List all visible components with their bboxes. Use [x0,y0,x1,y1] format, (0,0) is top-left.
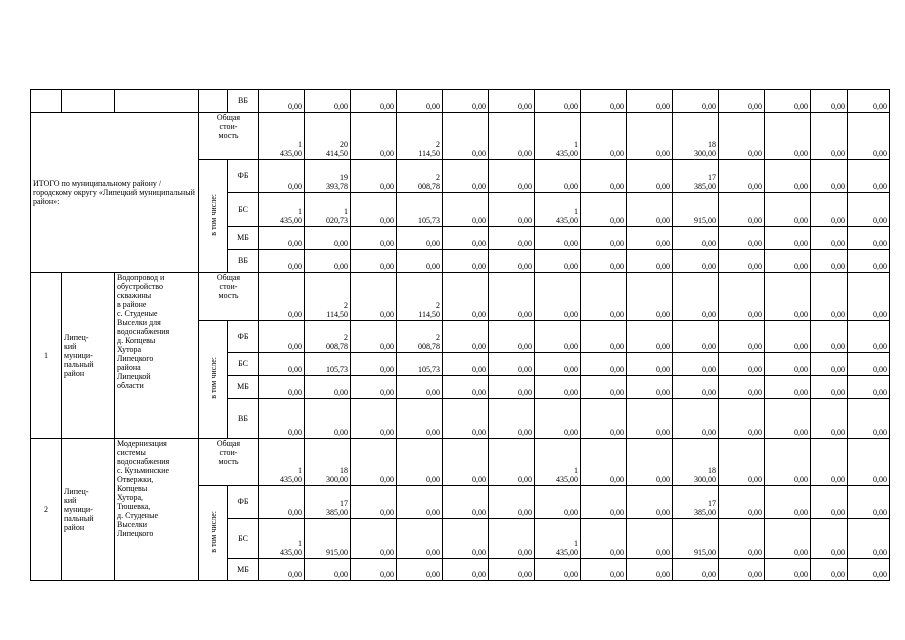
value-cell: 0,00 [673,90,719,113]
value-cell: 915,00 [305,519,351,559]
value-cell: 0,00 [719,559,765,581]
value-cell: 0,00 [443,439,489,486]
value-cell: 0,00 [765,273,811,321]
value-cell: 0,00 [259,376,305,399]
value-cell: 0,00 [535,227,581,250]
value-cell: 2 114,50 [397,273,443,321]
value-cell: 0,00 [397,90,443,113]
value-cell: 0,00 [535,273,581,321]
entry1-total-row [31,273,890,321]
in-that-number-label: в том числе: [199,321,228,439]
value-cell: 0,00 [719,273,765,321]
value-cell: 0,00 [259,160,305,193]
value-cell: 0,00 [719,250,765,273]
value-cell: 0,00 [811,227,848,250]
value-cell: 0,00 [765,399,811,439]
value-cell: 0,00 [443,193,489,227]
value-cell: 0,00 [581,353,627,376]
value-cell: 0,00 [811,160,848,193]
value-cell: 1 020,73 [305,193,351,227]
value-cell: 17 385,00 [673,486,719,519]
value-cell: 0,00 [848,519,890,559]
value-cell: 0,00 [351,227,397,250]
value-cell: 0,00 [848,90,890,113]
value-cell: 0,00 [581,559,627,581]
value-cell: 0,00 [627,439,673,486]
value-cell: 0,00 [351,353,397,376]
value-cell: 0,00 [443,559,489,581]
value-cell: 0,00 [673,353,719,376]
value-cell: 0,00 [848,160,890,193]
value-cell: 0,00 [627,250,673,273]
value-cell: 0,00 [443,321,489,353]
value-cell: 0,00 [581,193,627,227]
value-cell: 2 008,78 [305,321,351,353]
entry-number: 1 [31,273,62,439]
value-cell: 0,00 [489,193,535,227]
source-label-vb: ВБ [228,250,259,273]
source-label-bs: БС [228,193,259,227]
value-cell: 0,00 [259,399,305,439]
value-cell: 0,00 [581,519,627,559]
value-cell: 1 435,00 [259,439,305,486]
value-cell: 0,00 [811,559,848,581]
value-cell: 0,00 [765,250,811,273]
value-cell: 0,00 [719,90,765,113]
value-cell: 105,73 [397,353,443,376]
value-cell: 0,00 [719,439,765,486]
entry-district: Липец- кий муници- пальный район [62,273,115,439]
value-cell: 17 385,00 [305,486,351,519]
in-that-number-label: в том числе: [199,160,228,273]
value-cell: 0,00 [351,250,397,273]
value-cell: 0,00 [535,90,581,113]
value-cell: 0,00 [443,376,489,399]
itogo-label: ИТОГО по муниципальному району / городскому округу «Липецкий муниципальный район»: [31,113,199,273]
value-cell: 0,00 [627,399,673,439]
value-cell: 0,00 [811,486,848,519]
value-cell: 0,00 [535,399,581,439]
value-cell: 0,00 [627,353,673,376]
value-cell: 1 435,00 [535,439,581,486]
value-cell: 0,00 [489,519,535,559]
value-cell: 0,00 [489,399,535,439]
value-cell: 0,00 [305,227,351,250]
value-cell: 0,00 [351,90,397,113]
value-cell: 0,00 [397,439,443,486]
value-cell: 0,00 [351,559,397,581]
source-label-fb: ФБ [228,160,259,193]
value-cell: 0,00 [489,160,535,193]
value-cell: 0,00 [627,321,673,353]
value-cell: 0,00 [489,90,535,113]
value-cell: 0,00 [765,353,811,376]
entry-object-name: Водопровод и обустройство скважины в районе с. Студеные Выселки для водоснабжения д. Копцевы Хутора Липецкого района Липецкой области [115,273,199,439]
value-cell: 0,00 [443,353,489,376]
value-cell: 105,73 [305,353,351,376]
value-cell: 0,00 [351,113,397,160]
value-cell: 0,00 [719,193,765,227]
value-cell: 0,00 [443,113,489,160]
value-cell: 0,00 [848,353,890,376]
continued-object-cell [115,90,199,113]
value-cell: 0,00 [627,486,673,519]
value-cell: 0,00 [535,486,581,519]
value-cell: 0,00 [848,227,890,250]
value-cell: 0,00 [443,160,489,193]
value-cell: 0,00 [765,160,811,193]
value-cell: 18 300,00 [305,439,351,486]
value-cell: 0,00 [719,486,765,519]
value-cell: 0,00 [351,399,397,439]
value-cell: 0,00 [627,519,673,559]
value-cell: 0,00 [765,439,811,486]
source-label-mb: МБ [228,227,259,250]
value-cell: 0,00 [811,439,848,486]
value-cell: 0,00 [811,193,848,227]
value-cell: 0,00 [581,399,627,439]
value-cell: 0,00 [719,321,765,353]
value-cell: 0,00 [581,273,627,321]
value-cell: 0,00 [627,559,673,581]
value-cell: 0,00 [848,486,890,519]
value-cell: 0,00 [811,250,848,273]
value-cell: 2 008,78 [397,160,443,193]
source-label-bs: БС [228,519,259,559]
value-cell: 0,00 [443,250,489,273]
value-cell: 0,00 [719,376,765,399]
value-cell: 0,00 [489,559,535,581]
value-cell: 1 435,00 [535,519,581,559]
value-cell: 0,00 [581,321,627,353]
value-cell: 0,00 [765,559,811,581]
value-cell: 0,00 [351,193,397,227]
value-cell: 0,00 [848,250,890,273]
value-cell: 0,00 [719,160,765,193]
value-cell: 0,00 [397,376,443,399]
value-cell: 0,00 [535,376,581,399]
continued-share-cell [199,90,228,113]
value-cell: 0,00 [489,353,535,376]
value-cell: 0,00 [719,399,765,439]
value-cell: 0,00 [627,90,673,113]
value-cell: 0,00 [581,90,627,113]
value-cell: 0,00 [259,353,305,376]
total-cost-label: Общая стои- мость [199,113,259,160]
value-cell: 0,00 [581,227,627,250]
value-cell: 0,00 [673,273,719,321]
value-cell: 0,00 [811,353,848,376]
value-cell: 0,00 [719,227,765,250]
value-cell: 915,00 [673,519,719,559]
value-cell: 0,00 [489,439,535,486]
value-cell: 0,00 [719,519,765,559]
value-cell: 0,00 [397,486,443,519]
value-cell: 0,00 [305,250,351,273]
value-cell: 0,00 [259,90,305,113]
value-cell: 0,00 [627,227,673,250]
value-cell: 0,00 [581,113,627,160]
value-cell: 0,00 [848,376,890,399]
total-cost-label: Общая стои- мость [199,273,259,321]
value-cell: 2 114,50 [397,113,443,160]
value-cell: 0,00 [259,486,305,519]
value-cell: 17 385,00 [673,160,719,193]
value-cell: 0,00 [351,160,397,193]
value-cell: 0,00 [673,321,719,353]
value-cell: 0,00 [443,273,489,321]
value-cell: 0,00 [811,273,848,321]
value-cell: 915,00 [673,193,719,227]
value-cell: 0,00 [581,376,627,399]
source-label-vb: ВБ [228,399,259,439]
value-cell: 0,00 [443,227,489,250]
value-cell: 18 300,00 [673,439,719,486]
value-cell: 0,00 [351,486,397,519]
budget-table [30,89,890,581]
value-cell: 0,00 [535,160,581,193]
value-cell: 0,00 [811,90,848,113]
value-cell: 18 300,00 [673,113,719,160]
value-cell: 0,00 [765,90,811,113]
value-cell: 0,00 [259,321,305,353]
value-cell: 0,00 [397,227,443,250]
value-cell: 0,00 [489,486,535,519]
value-cell: 0,00 [397,559,443,581]
value-cell: 0,00 [765,227,811,250]
value-cell: 0,00 [848,193,890,227]
entry-object-name: Модернизация системы водоснабжения с. Кузьминские Отвержки, Копцевы Хутора, Тюшевка, д. Студеные Выселки Липецкого [115,439,199,581]
entry-district: Липец- кий муници- пальный район [62,439,115,581]
value-cell: 0,00 [305,376,351,399]
value-cell: 0,00 [848,273,890,321]
value-cell: 0,00 [259,559,305,581]
value-cell: 0,00 [397,519,443,559]
value-cell: 0,00 [351,519,397,559]
value-cell: 0,00 [811,113,848,160]
value-cell: 0,00 [489,113,535,160]
continued-district-cell [62,90,115,113]
value-cell: 0,00 [443,486,489,519]
value-cell: 0,00 [443,399,489,439]
value-cell: 0,00 [765,113,811,160]
value-cell: 0,00 [397,399,443,439]
value-cell: 0,00 [811,399,848,439]
value-cell: 0,00 [351,321,397,353]
value-cell: 0,00 [848,399,890,439]
value-cell: 0,00 [719,353,765,376]
value-cell: 0,00 [259,227,305,250]
value-cell: 1 435,00 [535,113,581,160]
value-cell: 20 414,50 [305,113,351,160]
source-label-vb: ВБ [228,90,259,113]
itogo-total-row [31,113,890,160]
value-cell: 0,00 [765,486,811,519]
value-cell: 0,00 [489,250,535,273]
total-cost-label: Общая стои- мость [199,439,259,486]
value-cell: 0,00 [627,160,673,193]
value-cell: 0,00 [535,353,581,376]
value-cell: 0,00 [351,273,397,321]
source-label-mb: МБ [228,559,259,581]
value-cell: 0,00 [765,321,811,353]
value-cell: 105,73 [397,193,443,227]
value-cell: 0,00 [627,376,673,399]
value-cell: 0,00 [765,193,811,227]
value-cell: 0,00 [489,273,535,321]
value-cell: 0,00 [443,90,489,113]
value-cell: 0,00 [673,227,719,250]
value-cell: 0,00 [719,113,765,160]
value-cell: 0,00 [351,376,397,399]
value-cell: 0,00 [535,559,581,581]
source-label-mb: МБ [228,376,259,399]
source-label-fb: ФБ [228,486,259,519]
value-cell: 0,00 [489,227,535,250]
value-cell: 0,00 [489,321,535,353]
value-cell: 0,00 [351,439,397,486]
value-cell: 0,00 [535,321,581,353]
value-cell: 0,00 [259,250,305,273]
value-cell: 0,00 [673,399,719,439]
entry2-total-row [31,439,890,486]
value-cell: 0,00 [848,113,890,160]
value-cell: 0,00 [848,439,890,486]
value-cell: 0,00 [305,90,351,113]
value-cell: 0,00 [765,376,811,399]
continued-vb-row [31,90,890,113]
in-that-number-label: в том числе: [199,486,228,581]
value-cell: 0,00 [535,250,581,273]
value-cell: 1 435,00 [259,519,305,559]
value-cell: 0,00 [673,376,719,399]
value-cell: 0,00 [848,559,890,581]
value-cell: 0,00 [673,559,719,581]
value-cell: 0,00 [305,559,351,581]
value-cell: 0,00 [397,250,443,273]
value-cell: 0,00 [627,273,673,321]
value-cell: 0,00 [627,193,673,227]
continued-num-cell [31,90,62,113]
value-cell: 2 114,50 [305,273,351,321]
value-cell: 0,00 [489,376,535,399]
value-cell: 0,00 [811,321,848,353]
value-cell: 1 435,00 [535,193,581,227]
value-cell: 1 435,00 [259,193,305,227]
value-cell: 0,00 [581,439,627,486]
value-cell: 0,00 [627,113,673,160]
value-cell: 0,00 [581,486,627,519]
value-cell: 0,00 [305,399,351,439]
value-cell: 0,00 [811,519,848,559]
value-cell: 0,00 [811,376,848,399]
value-cell: 0,00 [259,273,305,321]
value-cell: 0,00 [848,321,890,353]
source-label-fb: ФБ [228,321,259,353]
value-cell: 1 435,00 [259,113,305,160]
value-cell: 19 393,78 [305,160,351,193]
value-cell: 0,00 [765,519,811,559]
value-cell: 0,00 [443,519,489,559]
value-cell: 0,00 [581,160,627,193]
value-cell: 0,00 [581,250,627,273]
source-label-bs: БС [228,353,259,376]
value-cell: 2 008,78 [397,321,443,353]
value-cell: 0,00 [673,250,719,273]
entry-number: 2 [31,439,62,581]
